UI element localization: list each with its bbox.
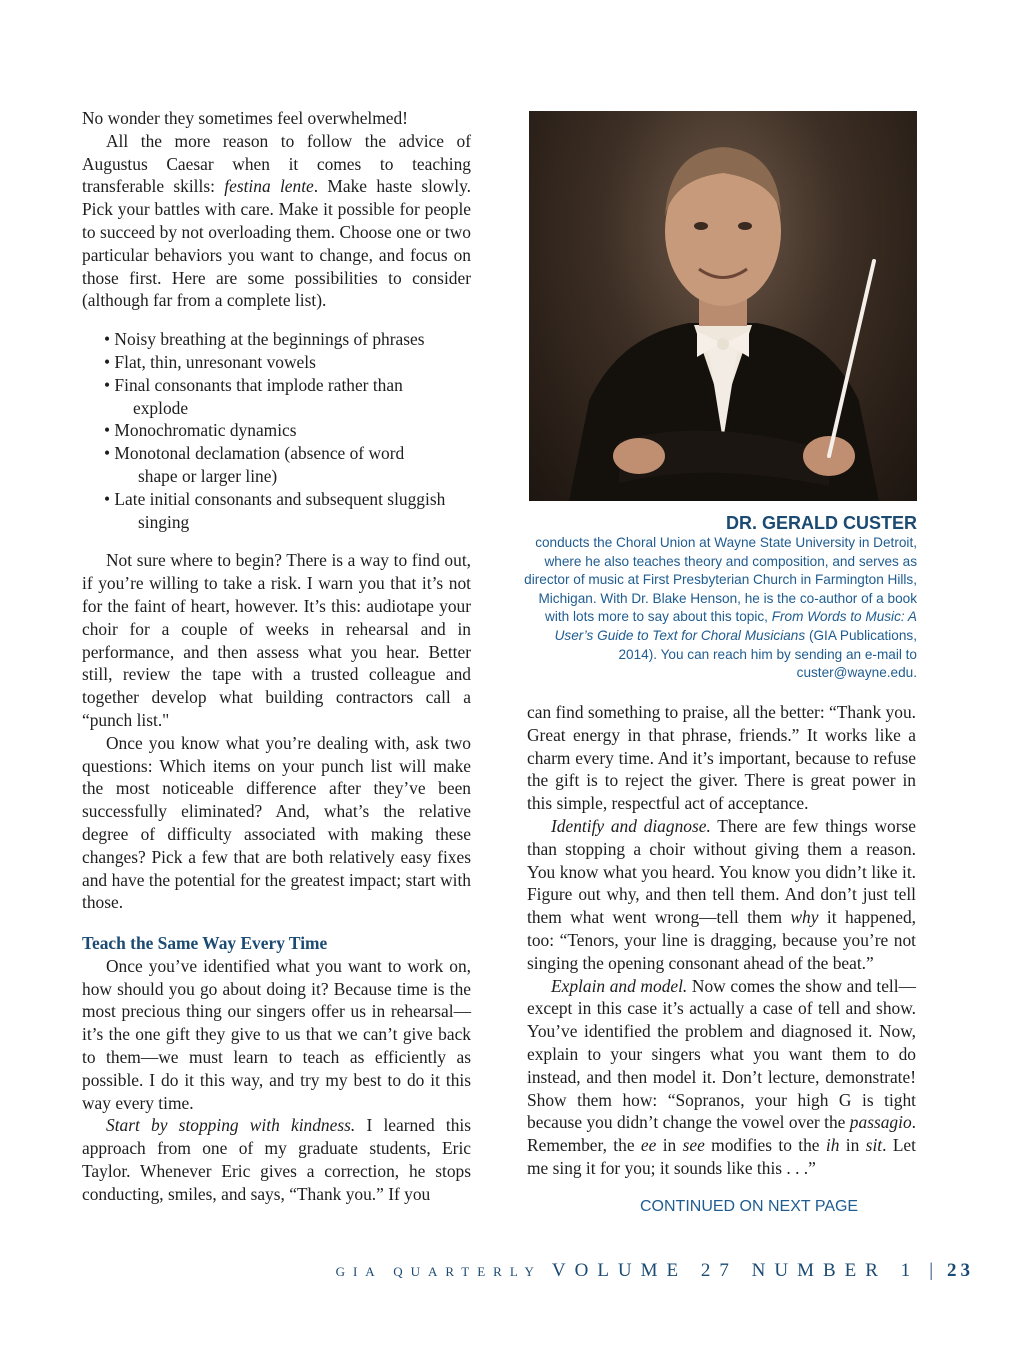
text-run: (GIA Publications, 2014). You can reach him by sending an e-mail to custer@wayne.edu. [618, 627, 917, 681]
italic-phrase: Identify and diagnose. [551, 815, 711, 836]
page-number: 23 [947, 1260, 974, 1281]
section-heading: Teach the Same Way Every Time [82, 933, 328, 954]
paragraph: Not sure where to begin? There is a way to find out, if you’re willing to take a risk. I warn you that it’s not for the faint of heart, however. It’s this: audiotape your choir for a couple of weeks in rehearsal and in performance, and then assess what you hear. Better still, review the tape with a trusted colleague and together develop what building contractors call a “punch list." [82, 550, 471, 730]
paragraph: can find something to praise, all the better: “Thank you. Great energy in that phrase, friends.” It works like a charm every time. And it’s important, because to refuse the gift is to reject the giver. There is great power in this simple, respectful act of acceptance. [527, 702, 916, 814]
text-run: modifies to the [704, 1135, 826, 1156]
page-footer [336, 1260, 974, 1282]
text-run: in [656, 1135, 683, 1156]
text-run: it happened, too: “Tenors, your line is dragging, because you’re not singing the opening consonant ahead of the beat.” [527, 907, 916, 973]
paragraph [527, 975, 916, 1180]
portrait-photo [529, 111, 917, 501]
caption-name: DR. GERALD CUSTER [725, 513, 917, 533]
paragraph [82, 130, 471, 312]
italic-phrase: Start by stopping with kindness. [106, 1115, 356, 1136]
list-item: • Monotonal declamation (absence of word shape or larger line) [104, 443, 405, 486]
text-run: Now comes the show and tell—except in this case it’s actually a case of tell and show. You’ve identified the problem and diagnosed it. Now, explain to your singers what you want them to do instead, and then model it. Don’t lecture, demonstrate! Show them how: “Sopranos, your high G is tight because you didn’t change the vowel over the [527, 975, 916, 1133]
text-run: . Make haste slowly. Pick your battles with care. Make it possible for people to succeed by not overloading them. Choose one or two particular behaviors you want to change, and focus on those first. Here are some possibilities to consider (although far from a complete list). [82, 176, 471, 311]
italic-phrase: ee [640, 1135, 657, 1156]
italic-phrase: passagio [849, 1112, 912, 1133]
right-column [527, 701, 916, 1180]
caption-text [522, 534, 917, 683]
italic-phrase: why [790, 907, 819, 928]
list-item: • Flat, thin, unresonant vowels [104, 351, 316, 372]
paragraph [82, 1114, 471, 1205]
text-run: in [839, 1135, 866, 1156]
book-title: From Words to Music: A User’s Guide to Text for Choral Musicians [554, 609, 917, 643]
text-run: All the more reason to follow the advice of Augustus Caesar when it comes to teaching transferable skills: [82, 130, 471, 197]
italic-phrase: Explain and model. [551, 975, 688, 996]
italic-phrase: see [682, 1135, 705, 1156]
continued-label: CONTINUED ON NEXT PAGE [640, 1198, 859, 1215]
italic-phrase: ih [825, 1135, 840, 1156]
italic-phrase: festina lente [224, 176, 314, 197]
list-item: • Monochromatic dynamics [104, 420, 297, 441]
paragraph: Once you know what you’re dealing with, ask two questions: Which items on your punch list will make the most noticeable difference after they’ve been successfully eliminated? And, what’s the relative degree of difficulty associated with making these changes? Pick a few that are both relatively easy fixes and have the potential for the greatest impact; start with those. [82, 732, 471, 913]
volume-number: VOLUME 27 NUMBER 1 [551, 1260, 920, 1281]
bullet-list [104, 328, 471, 533]
list-item: • Final consonants that implode rather than explode [104, 374, 403, 418]
text-run: There are few things worse than stopping a choir without giving them a reason. You know what you heard. You know you didn’t like it. Figure out why, and then tell them. And don’t just tell them what went wrong—tell them [527, 815, 916, 928]
text-run: I learned this approach from one of my graduate students, Eric Taylor. Whenever Eric gives a correction, he stops conducting, smiles, and says, “Thank you.” If you [82, 1115, 471, 1204]
text-run: conducts the Choral Union at Wayne State University in Detroit, where he also teaches theory and composition, and serves as director of music at First Presbyterian Church in Farmington Hills, Michigan. With Dr. Blake Henson, he is the co-author of a book with lots more to say about this topic, [524, 535, 917, 625]
footer-separator: | [929, 1260, 933, 1281]
text-run: . Remember, the [527, 1112, 916, 1156]
publication-name: GIA QUARTERLY [335, 1264, 542, 1279]
photo-caption [522, 512, 917, 683]
paragraph [527, 815, 916, 975]
italic-phrase: sit [865, 1135, 883, 1156]
text-run: . Let me sing it for you; it sounds like this . . .” [527, 1135, 916, 1178]
portrait-illustration [529, 111, 917, 501]
left-column [82, 107, 471, 1206]
list-item: • Noisy breathing at the beginnings of phrases [104, 329, 425, 350]
paragraph: Once you’ve identified what you want to work on, how should you go about doing it? Because time is the most precious thing our singers offer us in rehearsal—it’s the one gift they give to us that we can’t give back to them—we must learn to teach as efficiently as possible. I do it this way, and try my best to do it this way every time. [82, 955, 471, 1113]
paragraph: No wonder they sometimes feel overwhelmed! [82, 108, 408, 128]
list-item: • Late initial consonants and subsequent sluggish singing [104, 488, 446, 532]
